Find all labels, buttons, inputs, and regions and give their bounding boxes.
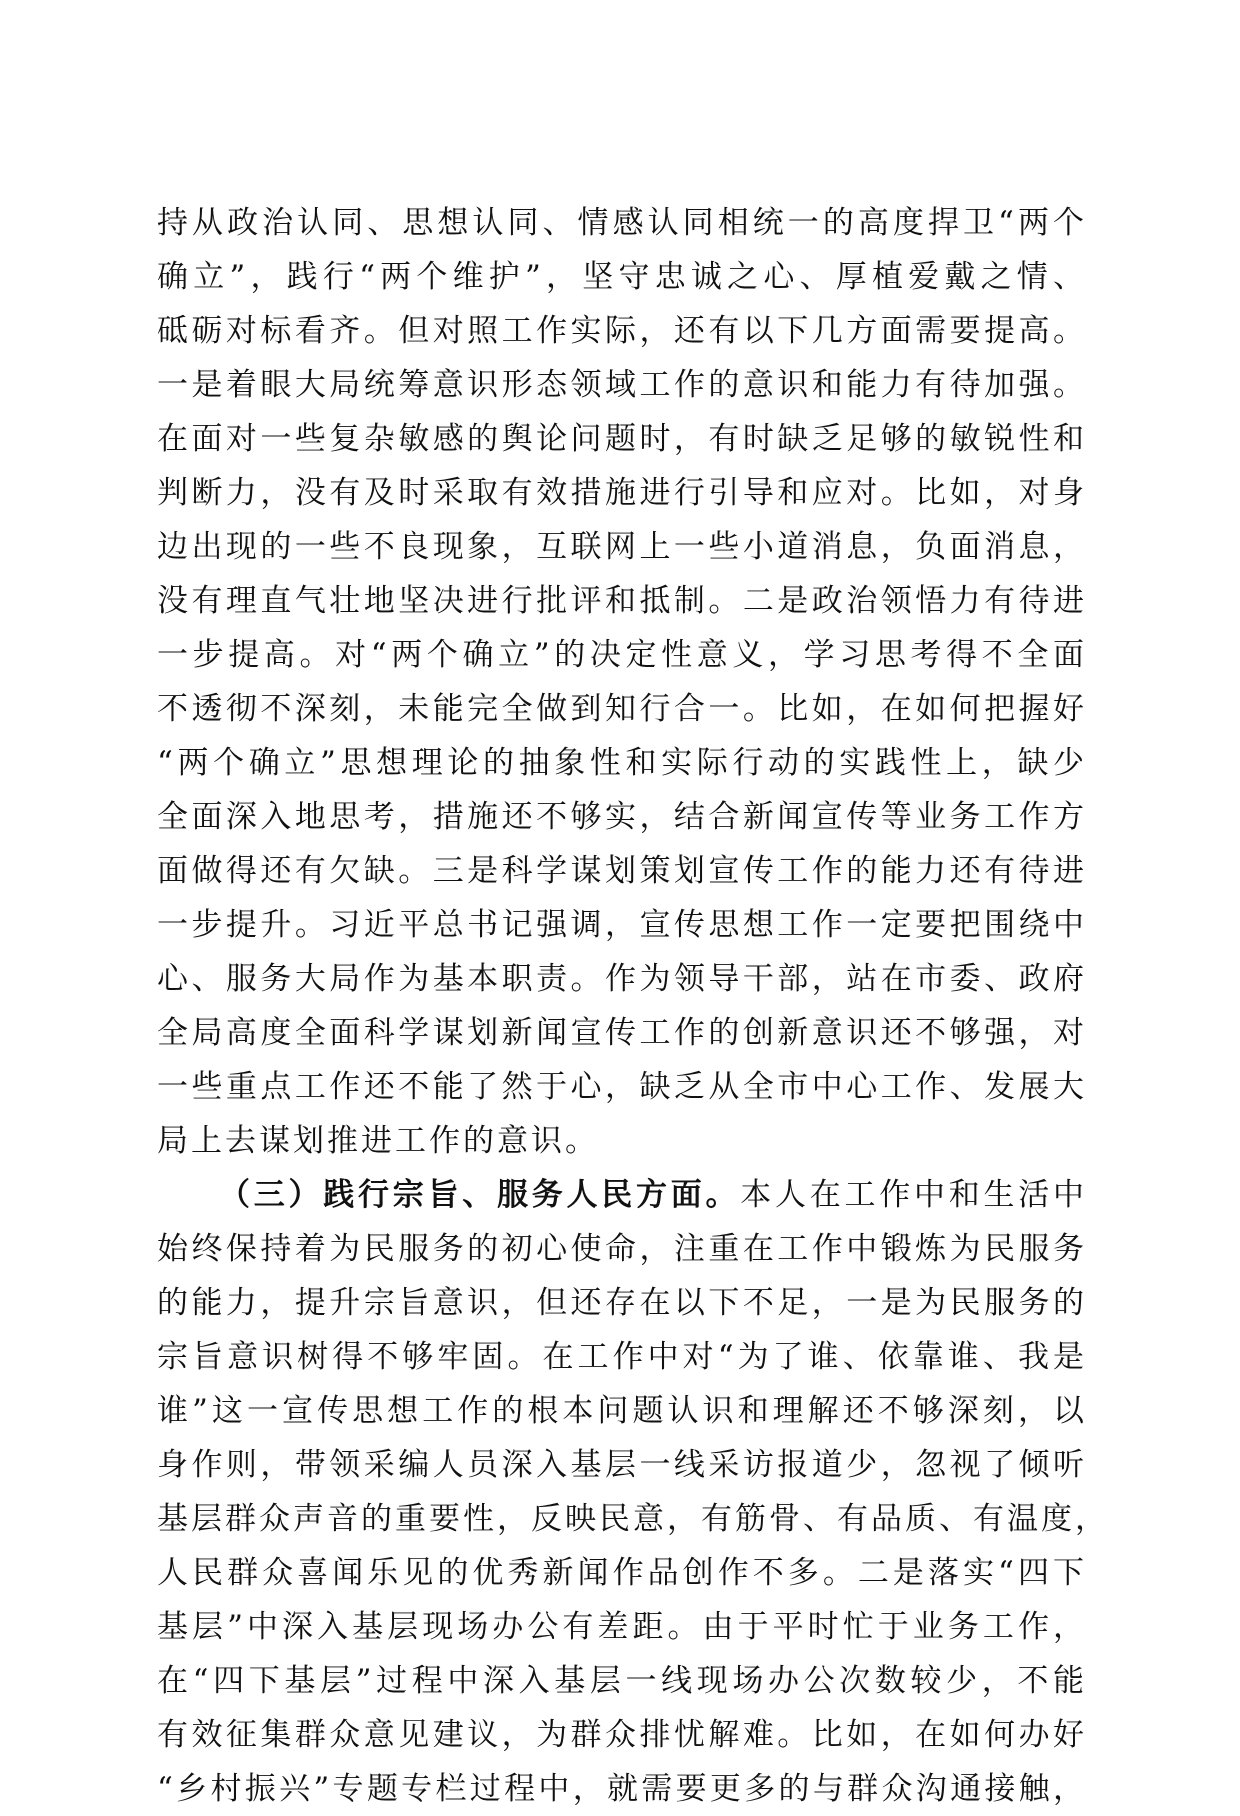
paragraph-line: 边出现的一些不良现象，互联网上一些小道消息，负面消息， xyxy=(157,529,1087,565)
paragraph-line: 全局高度全面科学谋划新闻宣传工作的创新意识还不够强，对 xyxy=(157,1015,1087,1051)
paragraph-line: 判断力，没有及时采取有效措施进行引导和应对。比如，对身 xyxy=(157,475,1087,511)
document-body xyxy=(157,196,1109,1816)
paragraph-line: 谁”这一宣传思想工作的根本问题认识和理解还不够深刻，以 xyxy=(157,1393,1087,1429)
paragraph-line: 面做得还有欠缺。三是科学谋划策划宣传工作的能力还有待进 xyxy=(157,853,1087,889)
paragraph-line: 身作则，带领采编人员深入基层一线采访报道少，忽视了倾听 xyxy=(157,1447,1087,1483)
paragraph-line: 砥砺对标看齐。但对照工作实际，还有以下几方面需要提高。 xyxy=(157,313,1087,349)
paragraph-line: 一些重点工作还不能了然于心，缺乏从全市中心工作、发展大 xyxy=(157,1069,1087,1105)
paragraph-line: 一是着眼大局统筹意识形态领域工作的意识和能力有待加强。 xyxy=(157,367,1087,403)
paragraph-line: 没有理直气壮地坚决进行批评和抵制。二是政治领悟力有待进 xyxy=(157,583,1087,619)
paragraph-line: 心、服务大局作为基本职责。作为领导干部，站在市委、政府 xyxy=(157,961,1087,997)
paragraph-line: 一步提高。对“两个确立”的决定性意义，学习思考得不全面 xyxy=(157,637,1087,673)
section-3-first-line-text: 本人在工作中和生活中 xyxy=(740,1177,1087,1213)
paragraph-line: 一步提升。习近平总书记强调，宣传思想工作一定要把围绕中 xyxy=(157,907,1087,943)
paragraph-line: 有效征集群众意见建议，为群众排忧解难。比如，在如何办好 xyxy=(157,1717,1087,1753)
paragraph-line: 宗旨意识树得不够牢固。在工作中对“为了谁、依靠谁、我是 xyxy=(157,1339,1087,1375)
paragraph-line: 基层”中深入基层现场办公有差距。由于平时忙于业务工作， xyxy=(157,1609,1087,1645)
paragraph-line: 全面深入地思考，措施还不够实，结合新闻宣传等业务工作方 xyxy=(157,799,1087,835)
paragraph-line: 基层群众声音的重要性，反映民意，有筋骨、有品质、有温度， xyxy=(157,1501,1109,1537)
paragraph-line: 始终保持着为民服务的初心使命，注重在工作中锻炼为民服务 xyxy=(157,1231,1087,1267)
paragraph-line: 人民群众喜闻乐见的优秀新闻作品创作不多。二是落实“四下 xyxy=(157,1555,1087,1591)
paragraph-line: 持从政治认同、思想认同、情感认同相统一的高度捍卫“两个 xyxy=(157,205,1087,241)
section-3-heading: （三）践行宗旨、服务人民方面。 xyxy=(219,1177,741,1213)
paragraph-line: 在面对一些复杂敏感的舆论问题时，有时缺乏足够的敏锐性和 xyxy=(157,421,1087,457)
paragraph-line: 在“四下基层”过程中深入基层一线现场办公次数较少，不能 xyxy=(157,1663,1087,1699)
paragraph-line: 不透彻不深刻，未能完全做到知行合一。比如，在如何把握好 xyxy=(157,691,1087,727)
paragraph-line: “两个确立”思想理论的抽象性和实际行动的实践性上，缺少 xyxy=(157,745,1087,781)
paragraph-line: 局上去谋划推进工作的意识。 xyxy=(157,1123,599,1159)
paragraph-line: 确立”，践行“两个维护”，坚守忠诚之心、厚植爱戴之情、 xyxy=(157,259,1087,295)
section-3-first-line xyxy=(157,1168,1087,1222)
paragraph-line: “乡村振兴”专题专栏过程中，就需要更多的与群众沟通接触， xyxy=(157,1771,1087,1807)
paragraph-line: 的能力，提升宗旨意识，但还存在以下不足，一是为民服务的 xyxy=(157,1285,1087,1321)
